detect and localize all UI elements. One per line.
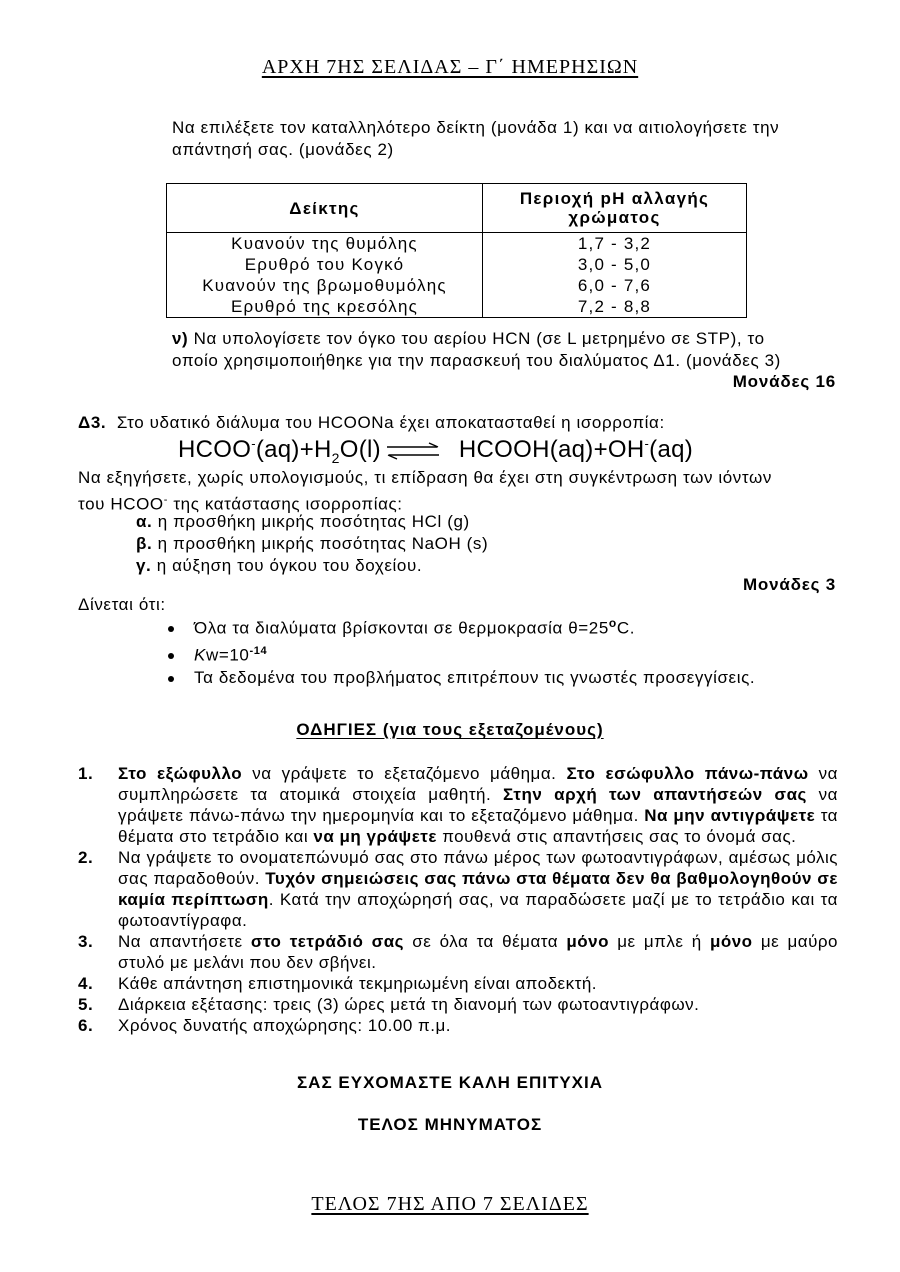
list-item: 6. Χρόνος δυνατής αποχώρησης: 10.00 π.μ. <box>78 1016 452 1035</box>
table-row: Κυανούν της θυμόλης 1,7 - 3,2 <box>167 233 747 255</box>
instructions-title: ΟΔΗΓΙΕΣ (για τους εξεταζομένους) <box>296 720 604 739</box>
end-of-message: ΤΕΛΟΣ ΜΗΝΥΜΑΤΟΣ <box>357 1115 543 1134</box>
col-header-ph-range: Περιοχή pH αλλαγής χρώματος <box>483 184 747 233</box>
intro-text: Να επιλέξετε τον καταλληλότερο δείκτη (μονάδα 1) και να αιτιολογήσετε την απάντησή σας. (μονάδες 2) <box>172 118 780 159</box>
d3-intro: Δ3. Στο υδατικό διάλυμα του HCOONa έχει αποκατασταθεί η ισορροπία: <box>78 413 665 432</box>
col-header-indicator: Δείκτης <box>167 184 483 233</box>
list-item: γ. η αύξηση του όγκου του δοχείου. <box>136 556 423 575</box>
list-item: 1. Στο εξώφυλλο να γράψετε το εξεταζόμενο μάθημα. Στο εσώφυλλο πάνω-πάνω να συμπληρώσετε τα ατομικά στοιχεία μαθητή. Στην αρχή των απαντήσεών σας να γράψετε πάνω-πάνω την ημερομηνία και το εξεταζόμενο μάθημα. Να μην αντιγράψετε τα θέματα στο τετράδιο και να μη γράψετε πουθενά στις απαντήσεις σας το όνομά σας. <box>78 764 838 846</box>
bullet-icon <box>168 653 174 659</box>
equilibrium-arrow-icon <box>385 442 441 460</box>
table-row: Ερυθρό της κρεσόλης 7,2 - 8,8 <box>167 296 747 318</box>
bullet-icon <box>168 676 174 682</box>
equilibrium-equation: $HCOO^-(aq)+H_2O(l)$ HCOOH(aq)+OH-(aq) <box>178 436 694 466</box>
table-row: Ερυθρό του Κογκό 3,0 - 5,0 <box>167 254 747 275</box>
table-row: Κυανούν της βρωμοθυμόλης 6,0 - 7,6 <box>167 275 747 296</box>
points-16: Μονάδες 16 <box>732 372 836 391</box>
good-luck-wish: ΣΑΣ ΕΥΧΟΜΑΣΤΕ ΚΑΛΗ ΕΠΙΤΥΧΙΑ <box>296 1073 604 1092</box>
points-3: Μονάδες 3 <box>742 575 836 594</box>
list-item: α. η προσθήκη μικρής ποσότητας HCl (g) <box>136 512 470 531</box>
list-item: β. η προσθήκη μικρής ποσότητας NaOH (s) <box>136 534 489 553</box>
list-item: Τα δεδομένα του προβλήματος επιτρέπουν τις γνωστές προσεγγίσεις. <box>168 666 868 689</box>
question-v: ν) Να υπολογίσετε τον όγκο του αερίου HCN (σε L μετρημένο σε STP), το οποίο χρησιμοποιήθηκε για την παρασκευή του διαλύματος Δ1. (μονάδες 3) <box>172 329 781 370</box>
table-header-row <box>167 184 747 233</box>
list-item: 4. Κάθε απάντηση επιστημονικά τεκμηριωμένη είναι αποδεκτή. <box>78 974 598 993</box>
instructions-list <box>78 763 838 1036</box>
list-item: Όλα τα διαλύματα βρίσκονται σε θερμοκρασία $\theta=25^oC$. <box>168 612 868 640</box>
given-title: Δίνεται ότι: <box>78 595 166 614</box>
page-footer: ΤΕΛΟΣ 7ΗΣ ΑΠΟ 7 ΣΕΛΙΔΕΣ <box>311 1193 589 1215</box>
bullet-icon <box>168 626 174 632</box>
indicator-table <box>166 183 747 318</box>
d3-items <box>136 511 836 577</box>
list-item: 5. Διάρκεια εξέτασης: τρεις (3) ώρες μετά τη διανομή των φωτοαντιγράφων. <box>78 995 700 1014</box>
d3-explain: Να εξηγήσετε, χωρίς υπολογισμούς, τι επίδραση θα έχει στη συγκέντρωση των ιόντων του HCOO- της κατάστασης ισορροπίας: <box>78 468 772 514</box>
list-item: 2. Να γράψετε το ονοματεπώνυμό σας στο πάνω μέρος των φωτοαντιγράφων, αμέσως μόλις σας παραδοθούν. Τυχόν σημειώσεις σας πάνω στα θέματα δεν θα βαθμολογηθούν σε καμία περίπτωση. Κατά την αποχώρησή σας, να παραδώσετε μαζί με το τετράδιο και τα φωτοαντίγραφα. <box>78 848 838 930</box>
list-item: 3. Να απαντήσετε στο τετράδιό σας σε όλα τα θέματα μόνο με μπλε ή μόνο με μαύρο στυλό με μελάνι που δεν σβήνει. <box>78 932 838 972</box>
page-header: ΑΡΧΗ 7ΗΣ ΣΕΛΙΔΑΣ – Γ΄ ΗΜΕΡΗΣΙΩΝ <box>261 56 639 78</box>
given-list <box>168 612 868 689</box>
list-item: $Kw=10^{-14}$ <box>168 640 868 667</box>
